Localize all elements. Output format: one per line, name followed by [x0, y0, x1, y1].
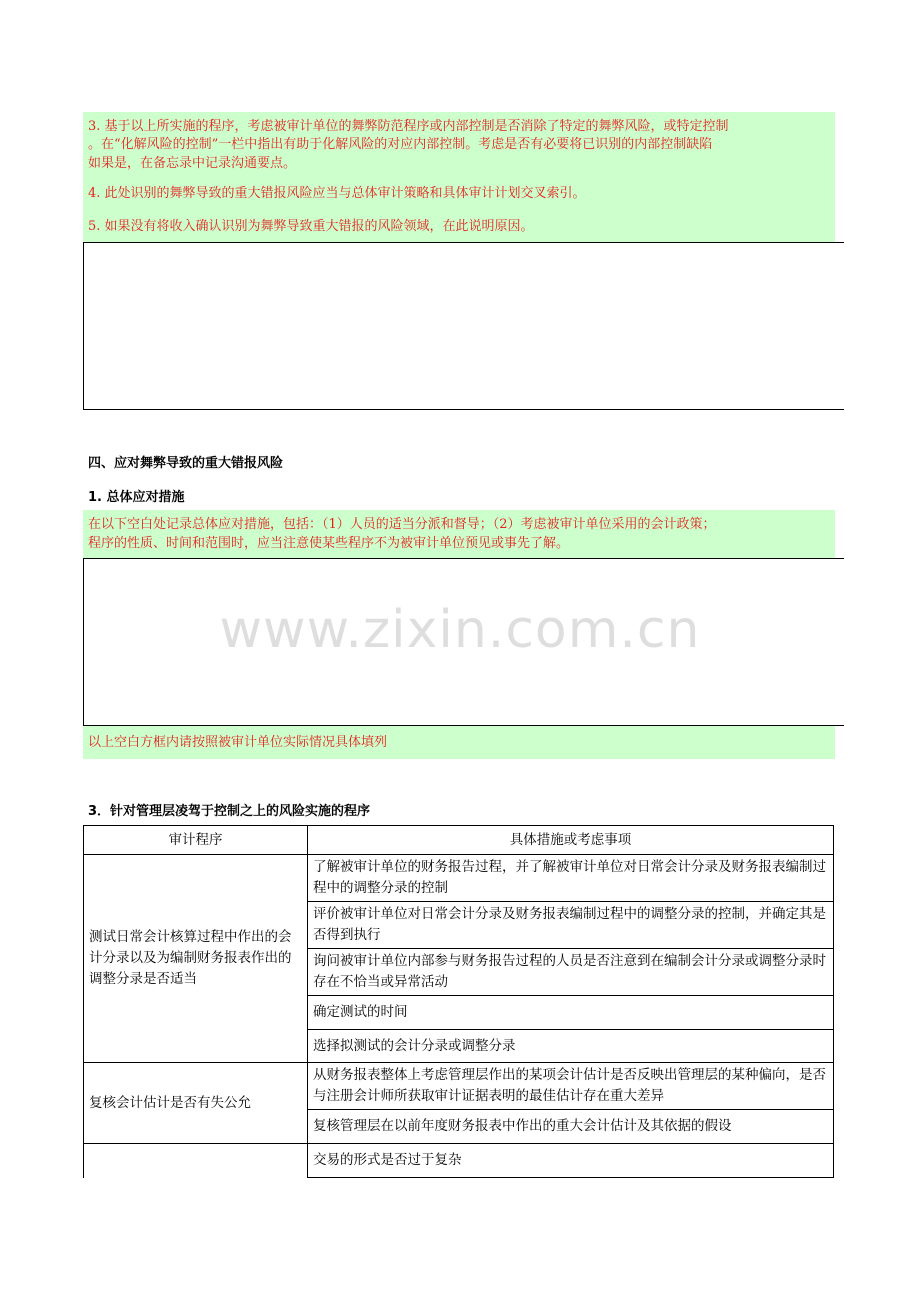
- table-row: [84, 855, 834, 902]
- measure-cell: 复核管理层在以前年度财务报表中作出的重大会计估计及其依据的假设: [308, 1110, 834, 1144]
- header-measures: 具体措施或考虑事项: [308, 826, 834, 855]
- measure-cell: 从财务报表整体上考虑管理层作出的某项会计估计是否反映出管理层的某种偏向，是否与注册会计师所获取审计证据表明的最佳估计存在重大差异: [308, 1063, 834, 1110]
- subsection1-title: 1. 总体应对措施: [88, 490, 185, 505]
- measure-cell: 选择拟测试的会计分录或调整分录: [308, 1030, 834, 1063]
- reason-input-box[interactable]: [83, 242, 844, 410]
- note-item4: 4. 此处识别的舞弊导致的重大错报风险应当与总体审计策略和具体审计计划交叉索引。: [88, 186, 586, 201]
- instruction-line2: 程序的性质、时间和范围时，应当注意使某些程序不为被审计单位预见或事先了解。: [88, 536, 570, 551]
- measure-cell: 交易的形式是否过于复杂: [308, 1144, 834, 1178]
- procedure-cell: 测试日常会计核算过程中作出的会计分录以及为编制财务报表作出的调整分录是否适当: [84, 855, 308, 1063]
- instruction-line1: 在以下空白处记录总体应对措施，包括：（1）人员的适当分派和督导；（2）考虑被审计单位采用的会计政策；: [88, 517, 716, 532]
- subsection3-title: 3．针对管理层凌驾于控制之上的风险实施的程序: [88, 804, 371, 819]
- audit-procedures-table: [83, 825, 834, 1178]
- table-row: [84, 1144, 834, 1178]
- note-item3-line2: 。在“化解风险的控制”一栏中指出有助于化解风险的对应内部控制。考虑是否有必要将已识别的内部控制缺陷: [88, 137, 713, 152]
- note-item5: 5. 如果没有将收入确认识别为舞弊导致重大错报的风险领域，在此说明原因。: [88, 219, 534, 234]
- watermark: www.zixin.com.cn: [219, 600, 701, 660]
- measure-cell: 确定测试的时间: [308, 996, 834, 1030]
- header-procedure: 审计程序: [84, 826, 308, 855]
- procedure-cell: 复核会计估计是否有失公允: [84, 1063, 308, 1144]
- measure-cell: 了解被审计单位的财务报告过程，并了解被审计单位对日常会计分录及财务报表编制过程中的调整分录的控制: [308, 855, 834, 902]
- measure-cell: 评价被审计单位对日常会计分录及财务报表编制过程中的调整分录的控制，并确定其是否得到执行: [308, 902, 834, 949]
- note-item3-line3: 如果是，在备忘录中记录沟通要点。: [88, 156, 297, 171]
- measure-cell: 询问被审计单位内部参与财务报告过程的人员是否注意到在编制会计分录或调整分录时存在不恰当或异常活动: [308, 949, 834, 996]
- note-item3-line1: 3. 基于以上所实施的程序，考虑被审计单位的舞弊防范程序或内部控制是否消除了特定的舞弊风险，或特定控制: [88, 119, 729, 134]
- fill-note: 以上空白方框内请按照被审计单位实际情况具体填列: [88, 735, 388, 750]
- section4-title: 四、应对舞弊导致的重大错报风险: [88, 456, 284, 471]
- table-header-row: [84, 826, 834, 855]
- procedure-cell: [84, 1144, 308, 1178]
- table-row: [84, 1063, 834, 1110]
